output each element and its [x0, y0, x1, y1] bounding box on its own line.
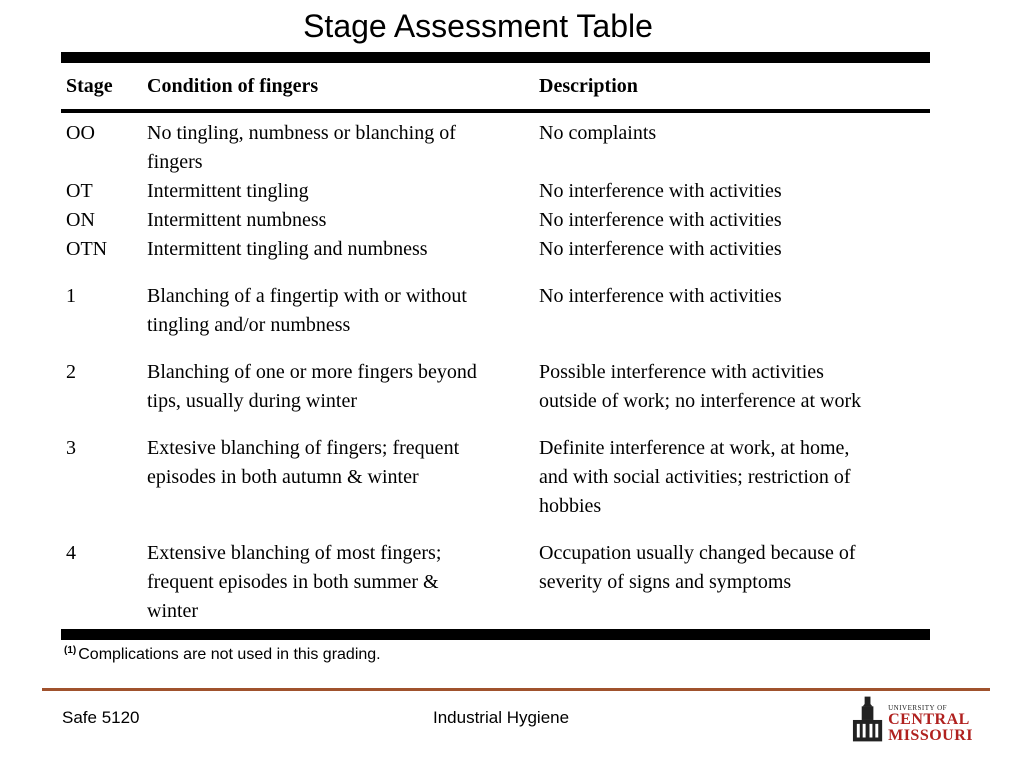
stage-assessment-table: [61, 52, 930, 640]
cell-stage: 2: [66, 361, 76, 383]
cell-description: No complaints: [539, 122, 657, 144]
cell-stage: 1: [66, 285, 76, 307]
table-row: [61, 119, 930, 177]
cell-condition: Intermittent numbness: [147, 209, 327, 231]
table-row: [61, 177, 930, 206]
footnote-marker: (1): [64, 645, 77, 656]
logo-university-of: UNIVERSITY OF: [888, 704, 948, 712]
cell-condition: Intermittent tingling: [147, 180, 309, 202]
column-header-condition: Condition of fingers: [147, 74, 319, 97]
cell-stage: ON: [66, 209, 95, 231]
cell-condition: No tingling, numbness or blanching of fingers: [147, 122, 456, 173]
footer-course-title: Industrial Hygiene: [433, 708, 570, 727]
cell-description: No interference with activities: [539, 285, 782, 307]
table-row: [61, 206, 930, 235]
university-logo: [851, 694, 973, 744]
cell-stage: OO: [66, 122, 95, 144]
footnote: [64, 645, 381, 664]
cell-stage: OTN: [66, 238, 108, 260]
column-header-description: Description: [539, 74, 638, 97]
cell-condition: Extensive blanching of most fingers; frequent episodes in both summer & winter: [147, 542, 442, 622]
table-row: [61, 539, 930, 626]
cell-stage: 4: [66, 542, 76, 564]
cell-description: No interference with activities: [539, 209, 782, 231]
cell-condition: Intermittent tingling and numbness: [147, 238, 428, 260]
cell-description: Occupation usually changed because of severity of signs and symptoms: [539, 542, 856, 593]
footer-divider: [42, 688, 990, 691]
table-row: [61, 434, 930, 521]
cell-condition: Extesive blanching of fingers; frequent episodes in both autumn & winter: [147, 437, 460, 488]
university-building-icon: [851, 694, 884, 744]
cell-description: No interference with activities: [539, 180, 782, 202]
table-body: [61, 113, 930, 629]
logo-wordmark: [888, 705, 973, 744]
footer-course-code: Safe 5120: [62, 708, 140, 727]
cell-stage: OT: [66, 180, 93, 202]
logo-missouri: MISSOURI: [888, 727, 973, 744]
page-title: Stage Assessment Table: [303, 8, 653, 44]
table-row: [61, 282, 930, 340]
table-header-row: [61, 63, 930, 109]
cell-description: Possible interference with activities outside of work; no interference at work: [539, 361, 862, 412]
logo-central: CENTRAL: [888, 711, 970, 728]
table-row: [61, 358, 930, 416]
cell-condition: Blanching of a fingertip with or without tingling and/or numbness: [147, 285, 467, 336]
table-top-rule: [61, 52, 930, 63]
table-row: [61, 235, 930, 264]
cell-condition: Blanching of one or more fingers beyond tips, usually during winter: [147, 361, 477, 412]
cell-description: Definite interference at work, at home, and with social activities; restriction of hobbies: [539, 437, 851, 517]
column-header-stage: Stage: [66, 74, 113, 97]
cell-stage: 3: [66, 437, 76, 459]
table-bottom-rule: [61, 629, 930, 640]
cell-description: No interference with activities: [539, 238, 782, 260]
footnote-text: Complications are not used in this grading.: [78, 646, 381, 663]
